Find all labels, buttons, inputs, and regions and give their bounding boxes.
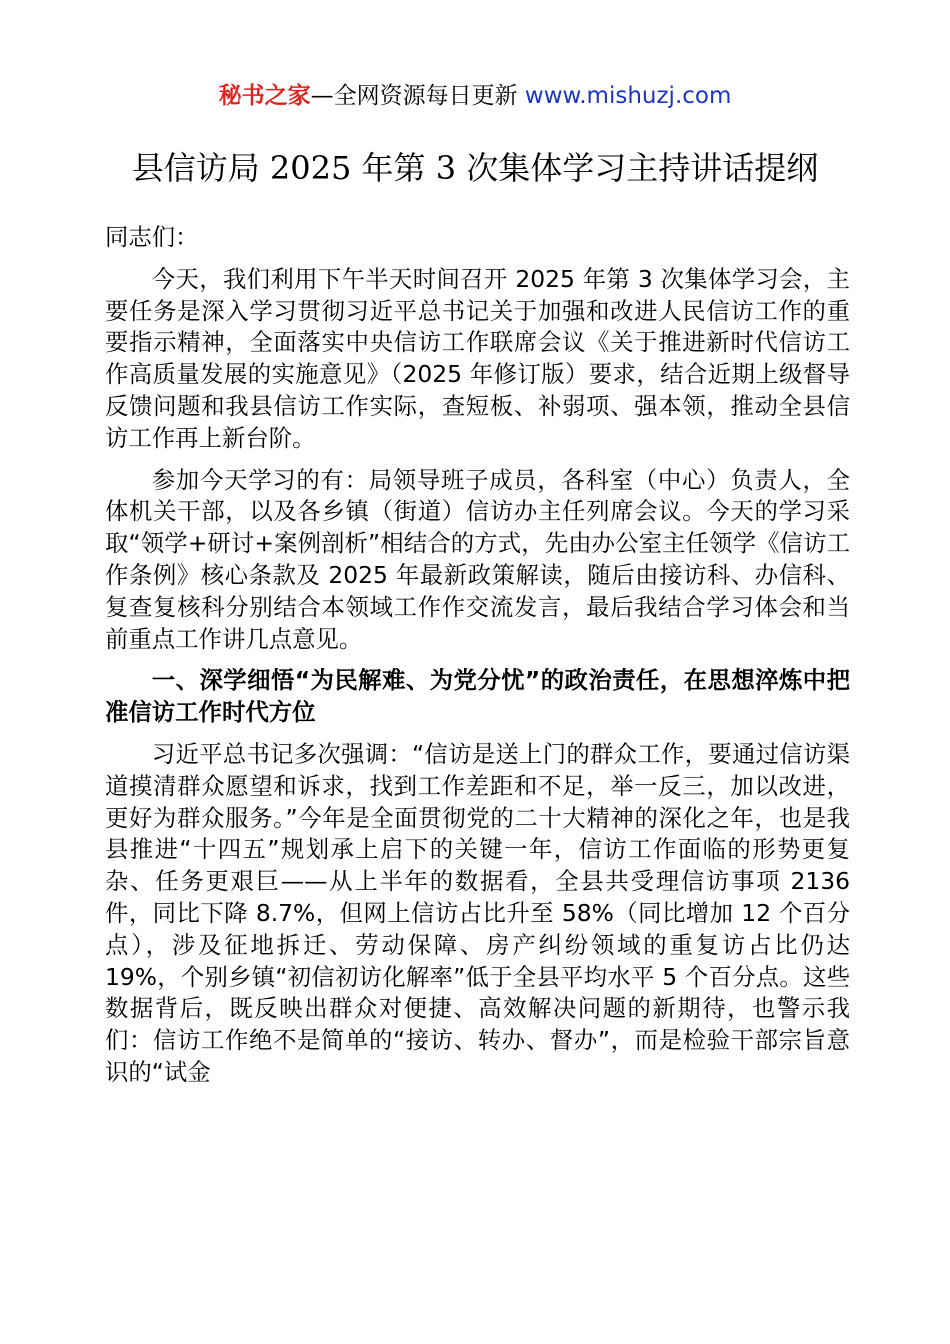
site-url[interactable]: www.mishuzj.com <box>524 83 732 109</box>
document-body <box>105 222 850 1099</box>
body-paragraph: 习近平总书记多次强调：“信访是送上门的群众工作，要通过信访渠道摸清群众愿望和诉求，找到工作差距和不足，举一反三，加以改进，更好为群众服务。”今年是全面贯彻党的二十大精神的深化之年，也是我县推进“十四五”规划承上启下的关键一年，信访工作面临的形势更复杂、任务更艰巨——从上半年的数据看，全县共受理信访事项 2136 件，同比下降 8.7%，但网上信访占比升至 58%（同比增加 12 个百分点），涉及征地拆迁、劳动保障、房产纠纷领域的重复访占比仍达 19%，个别乡镇“初信初访化解率”低于全县平均水平 5 个百分点。这些数据背后，既反映出群众对便捷、高效解决问题的新期待，也警示我们：信访工作绝不是简单的“接访、转办、督办”，而是检验干部宗旨意识的“试金 <box>105 739 850 1086</box>
body-paragraph: 今天，我们利用下午半天时间召开 2025 年第 3 次集体学习会，主要任务是深入学习贯彻习近平总书记关于加强和改进人民信访工作的重要指示精神，全面落实中央信访工作联席会议《关于推进新时代信访工作高质量发展的实施意见》（2025 年修订版）要求，结合近期上级督导反馈问题和我县信访工作实际，查短板、补弱项、强本领，推动全县信访工作再上新台阶。 <box>105 264 850 452</box>
document-title: 县信访局 2025 年第 3 次集体学习主持讲话提纲 <box>131 149 819 187</box>
brand-name: 秘书之家 <box>218 83 311 109</box>
body-paragraph: 参加今天学习的有：局领导班子成员，各科室（中心）负责人，全体机关干部，以及各乡镇（街道）信访办主任列席会议。今天的学习采取“领学+研讨+案例剖析”相结合的方式，先由办公室主任领学《信访工作条例》核心条款及 2025 年最新政策解读，随后由接访科、办信科、复查复核科分别结合本领域工作作交流发言，最后我结合学习体会和当前重点工作讲几点意见。 <box>105 465 850 653</box>
salutation: 同志们： <box>105 223 199 251</box>
header-slogan: —全网资源每日更新 <box>310 83 518 109</box>
site-header <box>0 80 950 112</box>
section-heading: 一、深学细悟“为民解难、为党分忧”的政治责任，在思想淬炼中把准信访工作时代方位 <box>105 666 850 727</box>
